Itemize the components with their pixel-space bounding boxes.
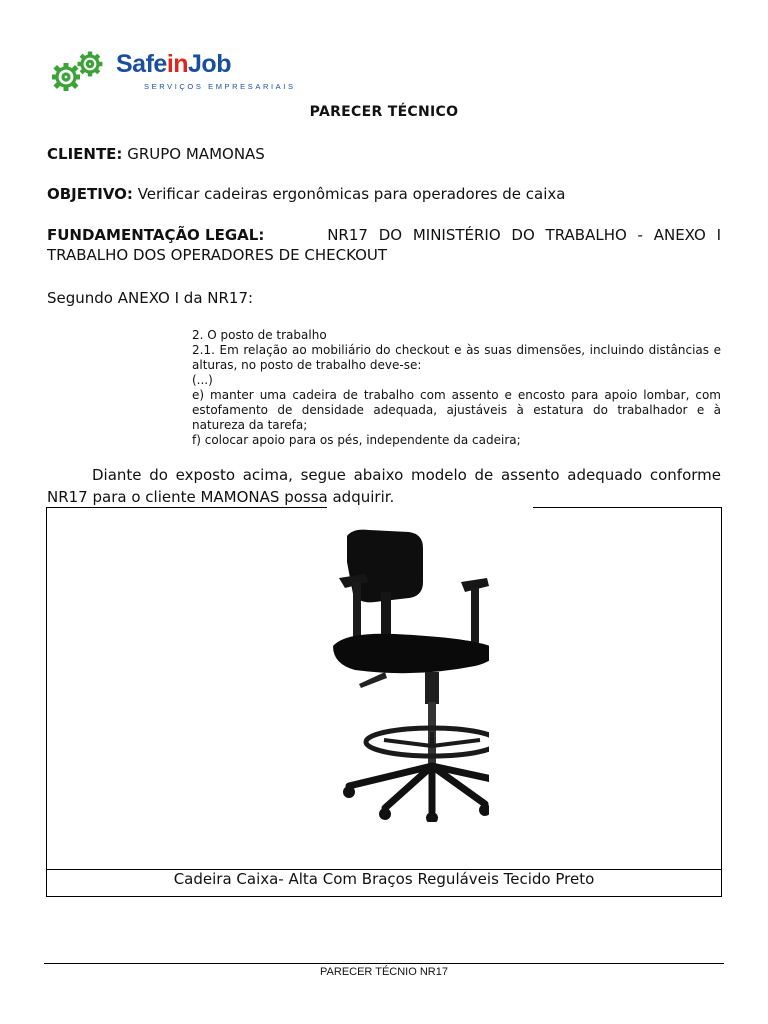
quote-line-1: 2. O posto de trabalho (192, 328, 327, 342)
segundo-anexo-line: Segundo ANEXO I da NR17: (47, 289, 254, 307)
chair-caption: Cadeira Caixa- Alta Com Braços Reguláveis Tecido Preto (173, 870, 595, 888)
company-logo (46, 48, 296, 98)
page-footer: PARECER TÉCNIO NR17 (320, 966, 448, 978)
logo-part-in: in (166, 50, 189, 78)
objetivo-line (47, 184, 721, 204)
logo-wordmark (116, 50, 231, 79)
quote-line-5: f) colocar apoio para os pés, independente da cadeira; (192, 433, 521, 447)
quote-line-3: (...) (192, 373, 213, 387)
logo-part-job: Job (188, 50, 231, 78)
objetivo-label: OBJETIVO: (47, 185, 133, 203)
chair-figure-frame (46, 507, 722, 897)
cliente-label: CLIENTE: (47, 145, 123, 163)
quote-line-2: 2.1. Em relação ao mobiliário do checkout e às suas dimensões, incluindo distâncias e alturas, no posto de trabalho deve-se: (192, 343, 721, 372)
cliente-line (47, 144, 721, 164)
fundamentacao-line-1 (47, 225, 721, 245)
office-chair-image (289, 522, 489, 822)
cliente-value: GRUPO MAMONAS (127, 145, 265, 163)
footer-divider (44, 963, 724, 964)
logo-part-safe: Safe (116, 50, 167, 78)
quote-line-4: e) manter uma cadeira de trabalho com assento e encosto para apoio lombar, com estofamento de densidade adequada, ajustáveis à estatura do trabalhador e à natureza da tarefa; (192, 388, 721, 432)
logo-subtitle: SERVIÇOS EMPRESARIAIS (144, 82, 296, 91)
conclusion-text: Diante do exposto acima, segue abaixo modelo de assento adequado conforme NR17 para o cliente MAMONAS possa adquirir. (47, 466, 721, 506)
legal-quote (192, 328, 721, 448)
fundamentacao-value-1: NR17 DO MINISTÉRIO DO TRABALHO - ANEXO I (327, 226, 721, 244)
conclusion-paragraph (47, 464, 721, 508)
objetivo-value: Verificar cadeiras ergonômicas para operadores de caixa (137, 185, 566, 203)
fundamentacao-label: FUNDAMENTAÇÃO LEGAL: (47, 226, 265, 244)
gears-icon (46, 48, 108, 98)
fundamentacao-line-2: TRABALHO DOS OPERADORES DE CHECKOUT (47, 246, 388, 264)
document-title: PARECER TÉCNICO (309, 104, 459, 120)
